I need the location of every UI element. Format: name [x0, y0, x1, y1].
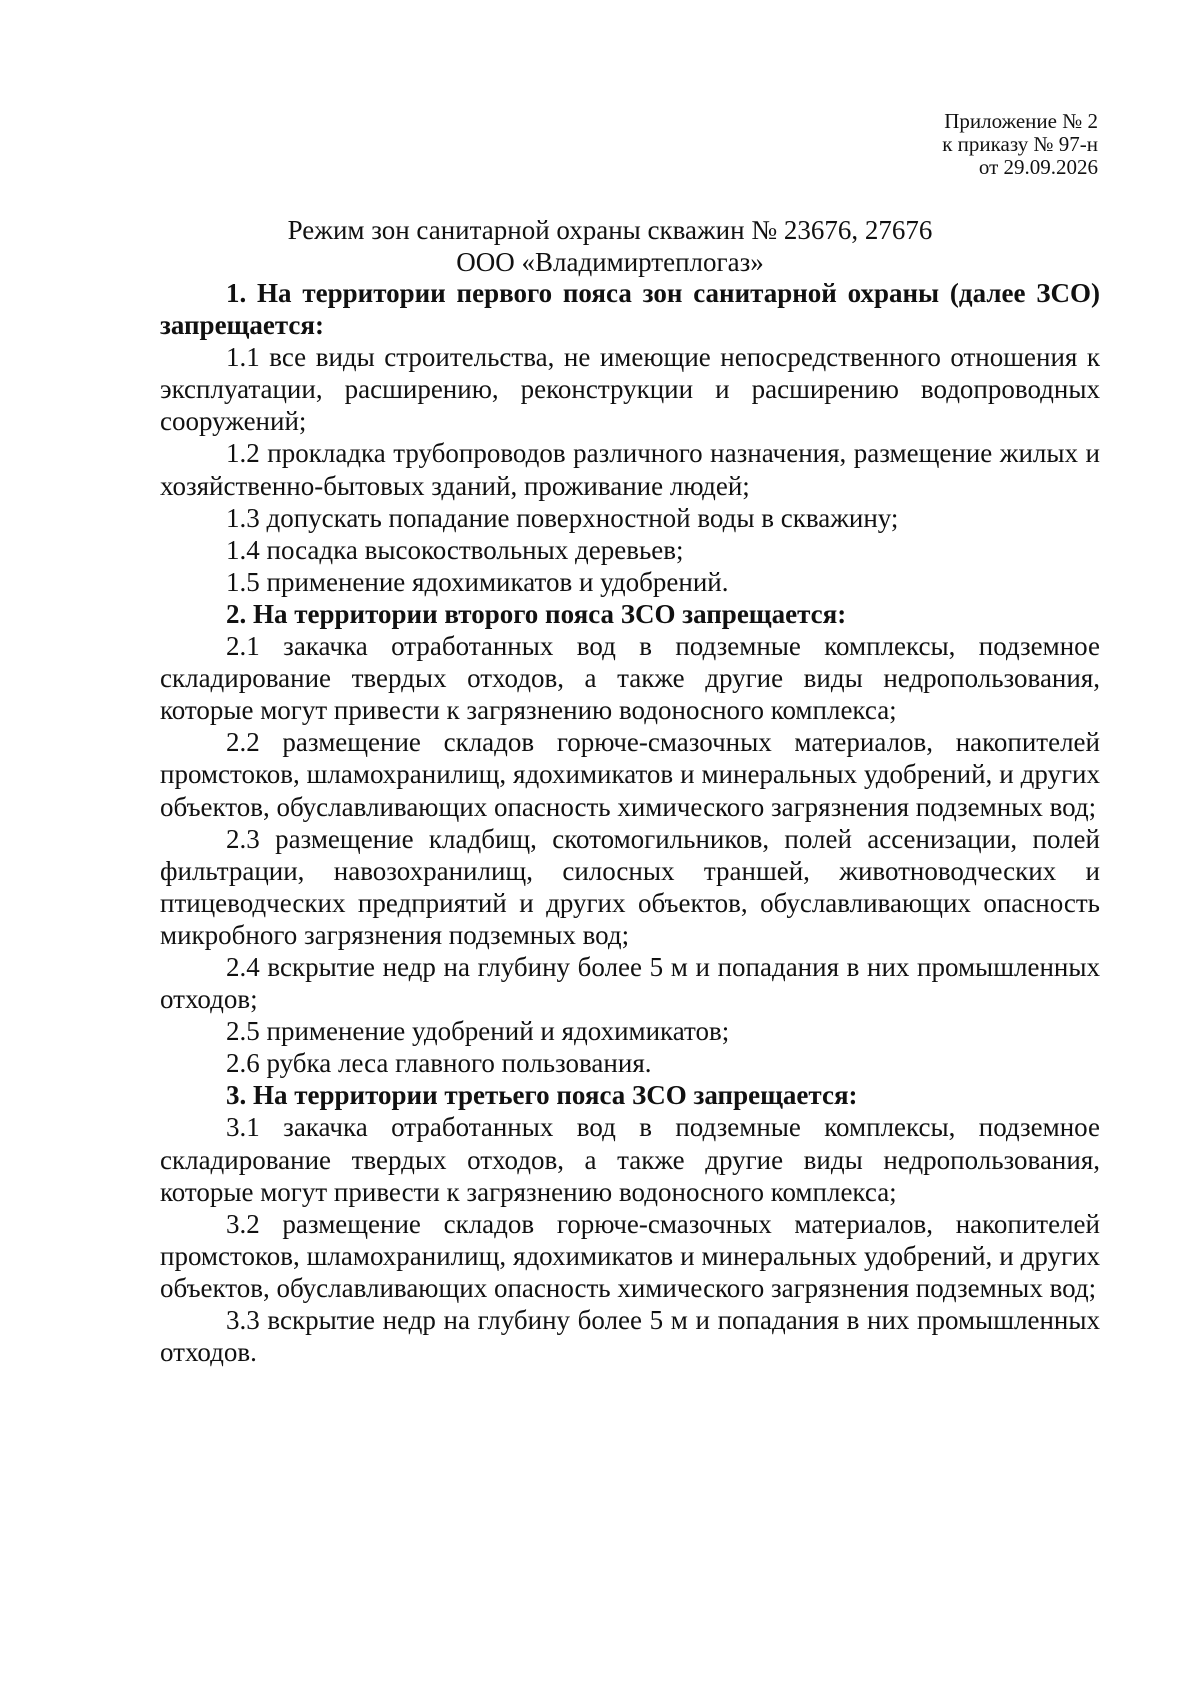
title-line-1: Режим зон санитарной охраны скважин № 23676, 27676 [287, 215, 933, 245]
order-number: к приказу № 97-н [942, 132, 1098, 156]
item-2-5: 2.5 применение удобрений и ядохимикатов; [226, 1016, 730, 1047]
order-date: от 29.09.2026 [978, 155, 1098, 179]
item-2-4: 2.4 вскрытие недр на глубину более 5 м и попадания в них промышленных отходов; [160, 951, 1100, 1015]
appendix-reference [942, 110, 1098, 179]
item-3-3: 3.3 вскрытие недр на глубину более 5 м и попадания в них промышленных отходов. [160, 1305, 1100, 1368]
section-2-heading: 2. На территории второго пояса ЗСО запрещается: [226, 598, 847, 629]
appendix-number: Приложение № 2 [944, 109, 1098, 133]
item-3-2: 3.2 размещение складов горюче-смазочных материалов, накопителей промстоков, шламохранилищ, ядохимикатов и минеральных удобрений, и других объектов, обуславливающих опасность химического загрязнения подземных вод; [160, 1208, 1100, 1303]
item-2-1: 2.1 закачка отработанных вод в подземные комплексы, подземное складирование твердых отходов, а также другие виды недропользования, которые могут привести к загрязнению водоносного комплекса; [160, 631, 1100, 726]
item-1-5: 1.5 применение ядохимикатов и удобрений. [226, 566, 729, 597]
item-2-2: 2.2 размещение складов горюче-смазочных материалов, накопителей промстоков, шламохранилищ, ядохимикатов и минеральных удобрений, и других объектов, обуславливающих опасность химического загрязнения подземных вод; [160, 727, 1100, 822]
document-body [160, 277, 1100, 1368]
section-3-heading: 3. На территории третьего пояса ЗСО запрещается: [226, 1080, 858, 1111]
item-1-2: 1.2 прокладка трубопроводов различного назначения, размещение жилых и хозяйственно-бытовых зданий, проживание людей; [160, 438, 1100, 501]
item-2-3: 2.3 размещение кладбищ, скотомогильников, полей ассенизации, полей фильтрации, навозохранилищ, силосных траншей, животноводческих и птицеводческих предприятий и других объектов, обуславливающих опасность микробного загрязнения подземных вод; [160, 823, 1100, 950]
item-1-4: 1.4 посадка высокоствольных деревьев; [226, 534, 684, 565]
item-1-1: 1.1 все виды строительства, не имеющие непосредственного отношения к эксплуатации, расширению, реконструкции и расширению водопроводных сооружений; [160, 342, 1100, 437]
item-2-6: 2.6 рубка леса главного пользования. [226, 1048, 652, 1079]
item-3-1: 3.1 закачка отработанных вод в подземные комплексы, подземное складирование твердых отходов, а также другие виды недропользования, которые могут привести к загрязнению водоносного комплекса; [160, 1112, 1100, 1207]
title-line-2: ООО «Владимиртеплогаз» [456, 247, 764, 277]
section-1-heading: 1. На территории первого пояса зон санитарной охраны (далее ЗСО) запрещается: [160, 278, 1100, 341]
document-title [160, 214, 1060, 278]
item-1-3: 1.3 допускать попадание поверхностной воды в скважину; [226, 502, 899, 533]
